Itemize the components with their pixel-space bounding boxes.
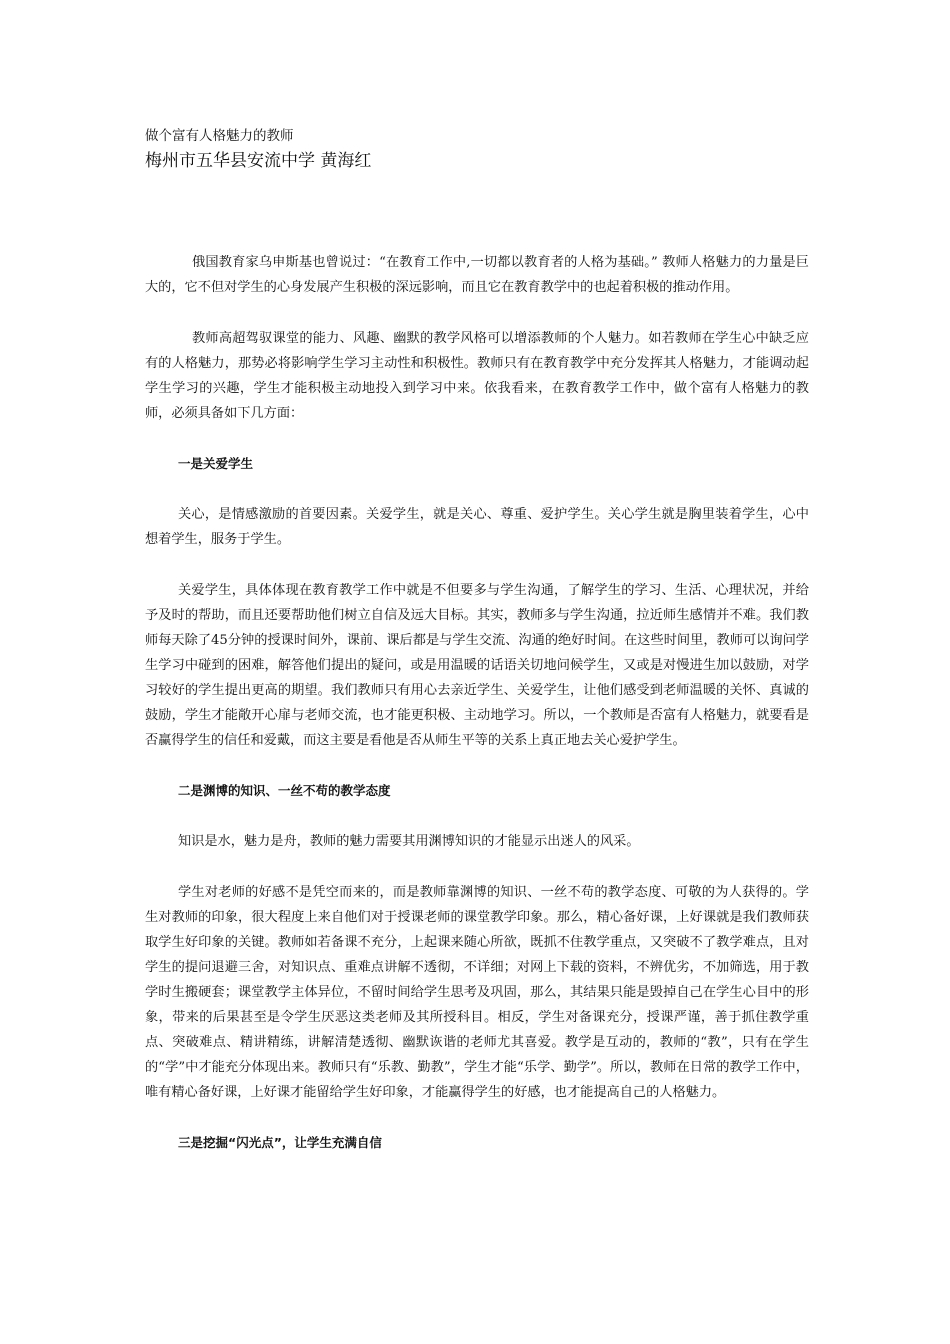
paragraph-knowledge-attitude: 学生对老师的好感不是凭空而来的，而是教师靠渊博的知识、一丝不苟的教学态度、可敬的为人获得的。学生对教师的印象，很大程度上来自他们对于授课老师的课堂教学印象。那么，精心备好课，上好课就是我们教师获取学生好印象的关键。教师如若备课不充分，上起课来随心所欲，既抓不住教学重点，又突破不了教学难点，且对学生的提问退避三舍，对知识点、重难点讲解不透彻，不详细；对网上下载的资料，不辨优劣，不加筛选，用于教学时生搬硬套；课堂教学主体异位，不留时间给学生思考及巩固，那么，其结果只能是毁掉自己在学生心目中的形象，带来的后果甚至是令学生厌恶这类老师及其所授科目。相反，学生对备课充分，授课严谨，善于抓住教学重点、突破难点、精讲精练，讲解清楚透彻、幽默诙谐的老师尤其喜爱。教学是互动的，教师的“教”，只有在学生的“学”中才能充分体现出来。教师只有“乐教、勤教”，学生才能“乐学、勤学”。所以，教师在日常的教学工作中，唯有精心备好课，上好课才能留给学生好印象，才能赢得学生的好感，也才能提高自己的人格魅力。 xyxy=(145,885,809,1100)
paragraph-care-practice: 关爱学生，具体体现在教育教学工作中就是不但要多与学生沟通，了解学生的学习、生活、心理状况，并给予及时的帮助，而且还要帮助他们树立自信及远大目标。其实，教师多与学生沟通，拉近师生感情并不难。我们教师每天除了45分钟的授课时间外，课前、课后都是与学生交流、沟通的绝好时间。在这些时间里，教师可以询问学生学习中碰到的困难，解答他们提出的疑问，或是用温暖的话语关切地问候学生，又或是对慢进生加以鼓励，对学习较好的学生提出更高的期望。我们教师只有用心去亲近学生、关爱学生，让他们感受到老师温暖的关怀、真诚的鼓励，学生才能敞开心扉与老师交流，也才能更积极、主动地学习。所以，一个教师是否富有人格魅力，就要看是否赢得学生的信任和爱戴，而这主要是看他是否从师生平等的关系上真正地去关心爱护学生。 xyxy=(145,583,809,748)
author-line: 梅州市五华县安流中学 黄海红 xyxy=(145,151,372,171)
section-heading-2: 二是渊博的知识、一丝不苟的教学态度 xyxy=(178,783,391,798)
section-heading-1: 一是关爱学生 xyxy=(178,456,254,471)
paragraph-care-definition: 关心，是情感激励的首要因素。关爱学生，就是关心、尊重、爱护学生。关心学生就是胸里装着学生，心中想着学生，服务于学生。 xyxy=(145,507,809,547)
section-heading-3: 三是挖掘“闪光点”，让学生充满自信 xyxy=(178,1135,382,1150)
document-body xyxy=(145,250,809,1181)
paragraph-intro-quote: 俄国教育家乌申斯基也曾说过：“在教育工作中,一切都以教育者的人格为基础。” 教师人格魅力的力量是巨大的，它不但对学生的心身发展产生积极的深远影响，而且它在教育教学中的也起着积极的推动作用。 xyxy=(145,255,809,295)
paragraph-intro-charisma: 教师高超驾驭课堂的能力、风趣、幽默的教学风格可以增添教师的个人魅力。如若教师在学生心中缺乏应有的人格魅力，那势必将影响学生学习主动性和积极性。教师只有在教育教学中充分发挥其人格魅力，才能调动起学生学习的兴趣，学生才能积极主动地投入到学习中来。依我看来，在教育教学工作中，做个富有人格魅力的教师，必须具备如下几方面： xyxy=(145,331,809,421)
paragraph-knowledge-metaphor: 知识是水，魅力是舟，教师的魅力需要其用渊博知识的才能显示出迷人的风采。 xyxy=(178,834,640,849)
document-title: 做个富有人格魅力的教师 xyxy=(145,128,294,144)
